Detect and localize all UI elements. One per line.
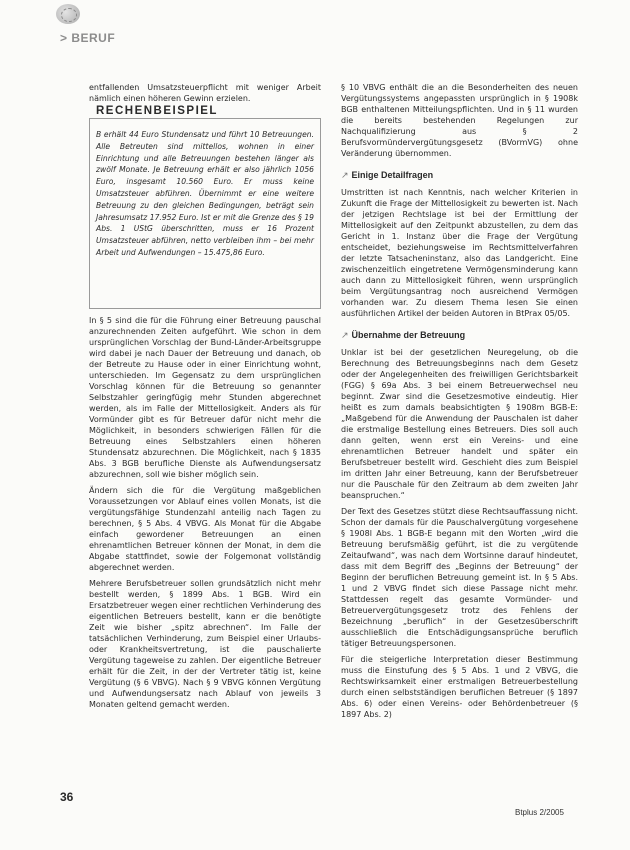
- subheading-detailfragen-label: Einige Detailfragen: [351, 170, 434, 180]
- right-paragraph-1: § 10 VBVG enthält die an die Besonderheiten des neuen Vergütungssystems angepassten ursprünglich in § 1908k BGB enthaltenen Mitteilungspflichten. Und in § 11 wurden die bereits bestehenden Regelungen zur Nachqualifizierung aus § 2 Berufsvormündervergütungsgesetz (BVormVG) ohne Veränderung übernommen.: [341, 83, 578, 158]
- issue-footer: Btplus 2/2005: [515, 808, 564, 817]
- left-intro: entfallenden Umsatzsteuerpflicht mit weniger Arbeit nämlich einen höheren Gewinn erzielen.: [89, 83, 321, 103]
- right-paragraph-5: Für die steigerliche Interpretation dieser Bestimmung muss die Einstufung des § 5 Abs. 1 und 2 VBVG, die Rechtswirksamkeit einer erstmaligen Betreuerbestellung durch einen selbstständigen beruflichen Betreuer (§ 1897 Abs. 6) oder einen Vereins- oder Behördenbetreuer (§ 1897 Abs. 2): [341, 655, 578, 719]
- right-paragraph-4: Der Text des Gesetzes stützt diese Rechtsauffassung nicht. Schon der damals für die Pauschalvergütung vorgesehene § 1908l Abs. 1 BGB-E begann mit den Worten „wird die Betreuung berufsmäßig geführt, ist die zu vergütende Zeitaufwand“, was nach dem Wortsinne darauf hindeutet, dass mit dem Begriff des „Beginns der Betreuung“ der Beginn der beruflichen Betreuung gemeint ist. In § 5 Abs. 1 und 2 VBVG findet sich diese Passage nicht mehr. Stattdessen regelt das gesamte Vormünder- und Betreuervergütungsgesetz trotz des Fehlens der Bezeichnung „beruflich“ in der Gesetzesüberschrift ausschließlich die Entschädigungsansprüche beruflich tätiger Betreuungspersonen.: [341, 507, 578, 648]
- subheading-uebernahme: [341, 330, 578, 341]
- left-paragraph-3: Mehrere Berufsbetreuer sollen grundsätzlich nicht mehr bestellt werden, § 1899 Abs. 1 BGB. Wird ein Ersatzbetreuer wegen einer rechtlichen Verhinderung des eigentlichen Betreuers bestellt, kann er die benötigte Zeit wie bisher „spitz abrechnen“. Im Falle der tatsächlichen Verhinderung, zum Beispiel einer Urlaubs- oder Krankheitsvertretung, ist die pauschalierte Vergütung tageweise zu zahlen. Der eigentliche Betreuer erhält für die Zeit, in der der Vertreter tätig ist, keine Vergütung (§ 6 VBVG). Nach § 9 VBVG können Vergütung und Aufwendungsersatz nach Ablauf von jeweils 3 Monaten geltend gemacht werden.: [89, 579, 321, 709]
- magazine-logo-icon: [56, 4, 80, 24]
- left-paragraph-2: Ändern sich die für die Vergütung maßgeblichen Voraussetzungen vor Ablauf eines vollen Monats, ist die vergütungsfähige Stundenzahl anteilig nach Tagen zu berechnen, § 5 Abs. 4 VBVG. Als Monat für die Abgabe einfach gewordener Betreuungen an einen ehrenamtlichen Betreuer können der Monat, in dem die Abgabe stattfindet, sowie der Folgemonat vollständig abgerechnet werden.: [89, 486, 321, 572]
- left-column: [89, 82, 321, 715]
- subheading-uebernahme-label: Übernahme der Betreuung: [351, 330, 466, 340]
- left-paragraph-1: In § 5 sind die für die Führung einer Betreuung pauschal anzurechnenden Zeiten aufgeführt. Wie schon in dem ursprünglichen Vorschlag der Bund-Länder-Arbeitsgruppe wird dabei je nach Dauer der Betreuung und danach, ob der Betreute zu Hause oder in einer Einrichtung wohnt, unterschieden. Im Gegensatz zu dem ursprünglichen Vorschlag können für die Betreuung so genannter Selbstzahler geringfügig mehr Stunden abgerechnet werden, als im Falle der Mittellosigkeit. Anders als für Vormünder gibt es für Betreuer dafür nicht mehr die Möglichkeit, in besonders schwierigen Fällen für die Betreuung eines Selbstzahlers einen höheren Stundensatz abzurechnen. Die Möglichkeit, nach § 1835 Abs. 3 BGB berufliche Dienste als Aufwendungsersatz abzurechnen, soll wie bisher möglich sein.: [89, 316, 321, 479]
- page-number: 36: [60, 790, 74, 804]
- example-box-title: RECHENBEISPIEL: [93, 106, 221, 117]
- example-box: [89, 105, 321, 309]
- section-label: > BERUF: [60, 31, 116, 45]
- right-column: [341, 82, 578, 725]
- right-paragraph-3: Unklar ist bei der gesetzlichen Neuregelung, ob die Berechnung des Betreuungsbeginns nach dem Gesetz oder der Angelegenheiten des freiwilligen Gerichtsbarkeit (FGG) § 69a Abs. 3 bei einem Betreuerwechsel neu beginnt. Zwar sind die Gesetzesmotive eindeutig. Hier heißt es zum damals beabsichtigten § 1908m BGB-E: „Maßgebend für die Anwendung der Pauschalen ist daher die erstmalige Bestellung eines Betreuers. Dies soll auch dann gelten, wenn erst ein Vereins- und eine ehrenamtlichen Betreuer handelt und später ein Berufsbetreuer bestellt wird. Geschieht dies zum Beispiel im dritten Jahr einer Betreuung, kann der Berufsbetreuer nur die Pauschale für den Zeitraum ab dem zweiten Jahr beanspruchen.“: [341, 348, 578, 500]
- subheading-detailfragen: [341, 170, 578, 181]
- example-box-text: B erhält 44 Euro Stundensatz und führt 10 Betreuungen. Alle Betreuten sind mittellos, wohnen in einer Einrichtung und alle Betreuungen bestehen länger als zwölf Monate. Je Betreuung erhält er also jährlich 1056 Euro, insgesamt 10.560 Euro. Er muss keine Umsatzsteuer abführen. Übernimmt er eine weitere Betreuung zu den gleichen Bedingungen, beträgt sein Jahresumsatz 17.952 Euro. Ist er mit die Grenze des § 19 Abs. 1 UStG überschritten, muss er 16 Prozent Umsatzsteuer abführen, netto verbleiben ihm – bei mehr Arbeit und Aufwendungen – 15.475,86 Euro.: [96, 130, 314, 257]
- subheading-marker-icon: ↗: [341, 330, 349, 340]
- right-paragraph-2: Umstritten ist nach Kenntnis, nach welcher Kriterien in Zukunft die Frage der Mittellosigkeit zu bewerten ist. Nach der jetzigen Rechtslage ist bei der Ermittlung der Mittellosigkeit auf den Zeitpunkt abzustellen, zu dem das Gericht in 1. Instanz über die Frage der Vergütung entscheidet, beziehungsweise im Rechtsmittelverfahren der letzte Tatsacheninstanz, also das Landgericht. Eine zwischenzeitlich eingetretene Vermögensminderung kann auch dann zu Mittellosigkeit führen, wenn ursprünglich beim Vergütungsantrag noch ausreichend Vermögen vorhanden war. Zu diesem Thema lesen Sie einen ausführlichen Artikel der beiden Autoren in BtPrax 05/05.: [341, 188, 578, 318]
- subheading-marker-icon: ↗: [341, 170, 349, 180]
